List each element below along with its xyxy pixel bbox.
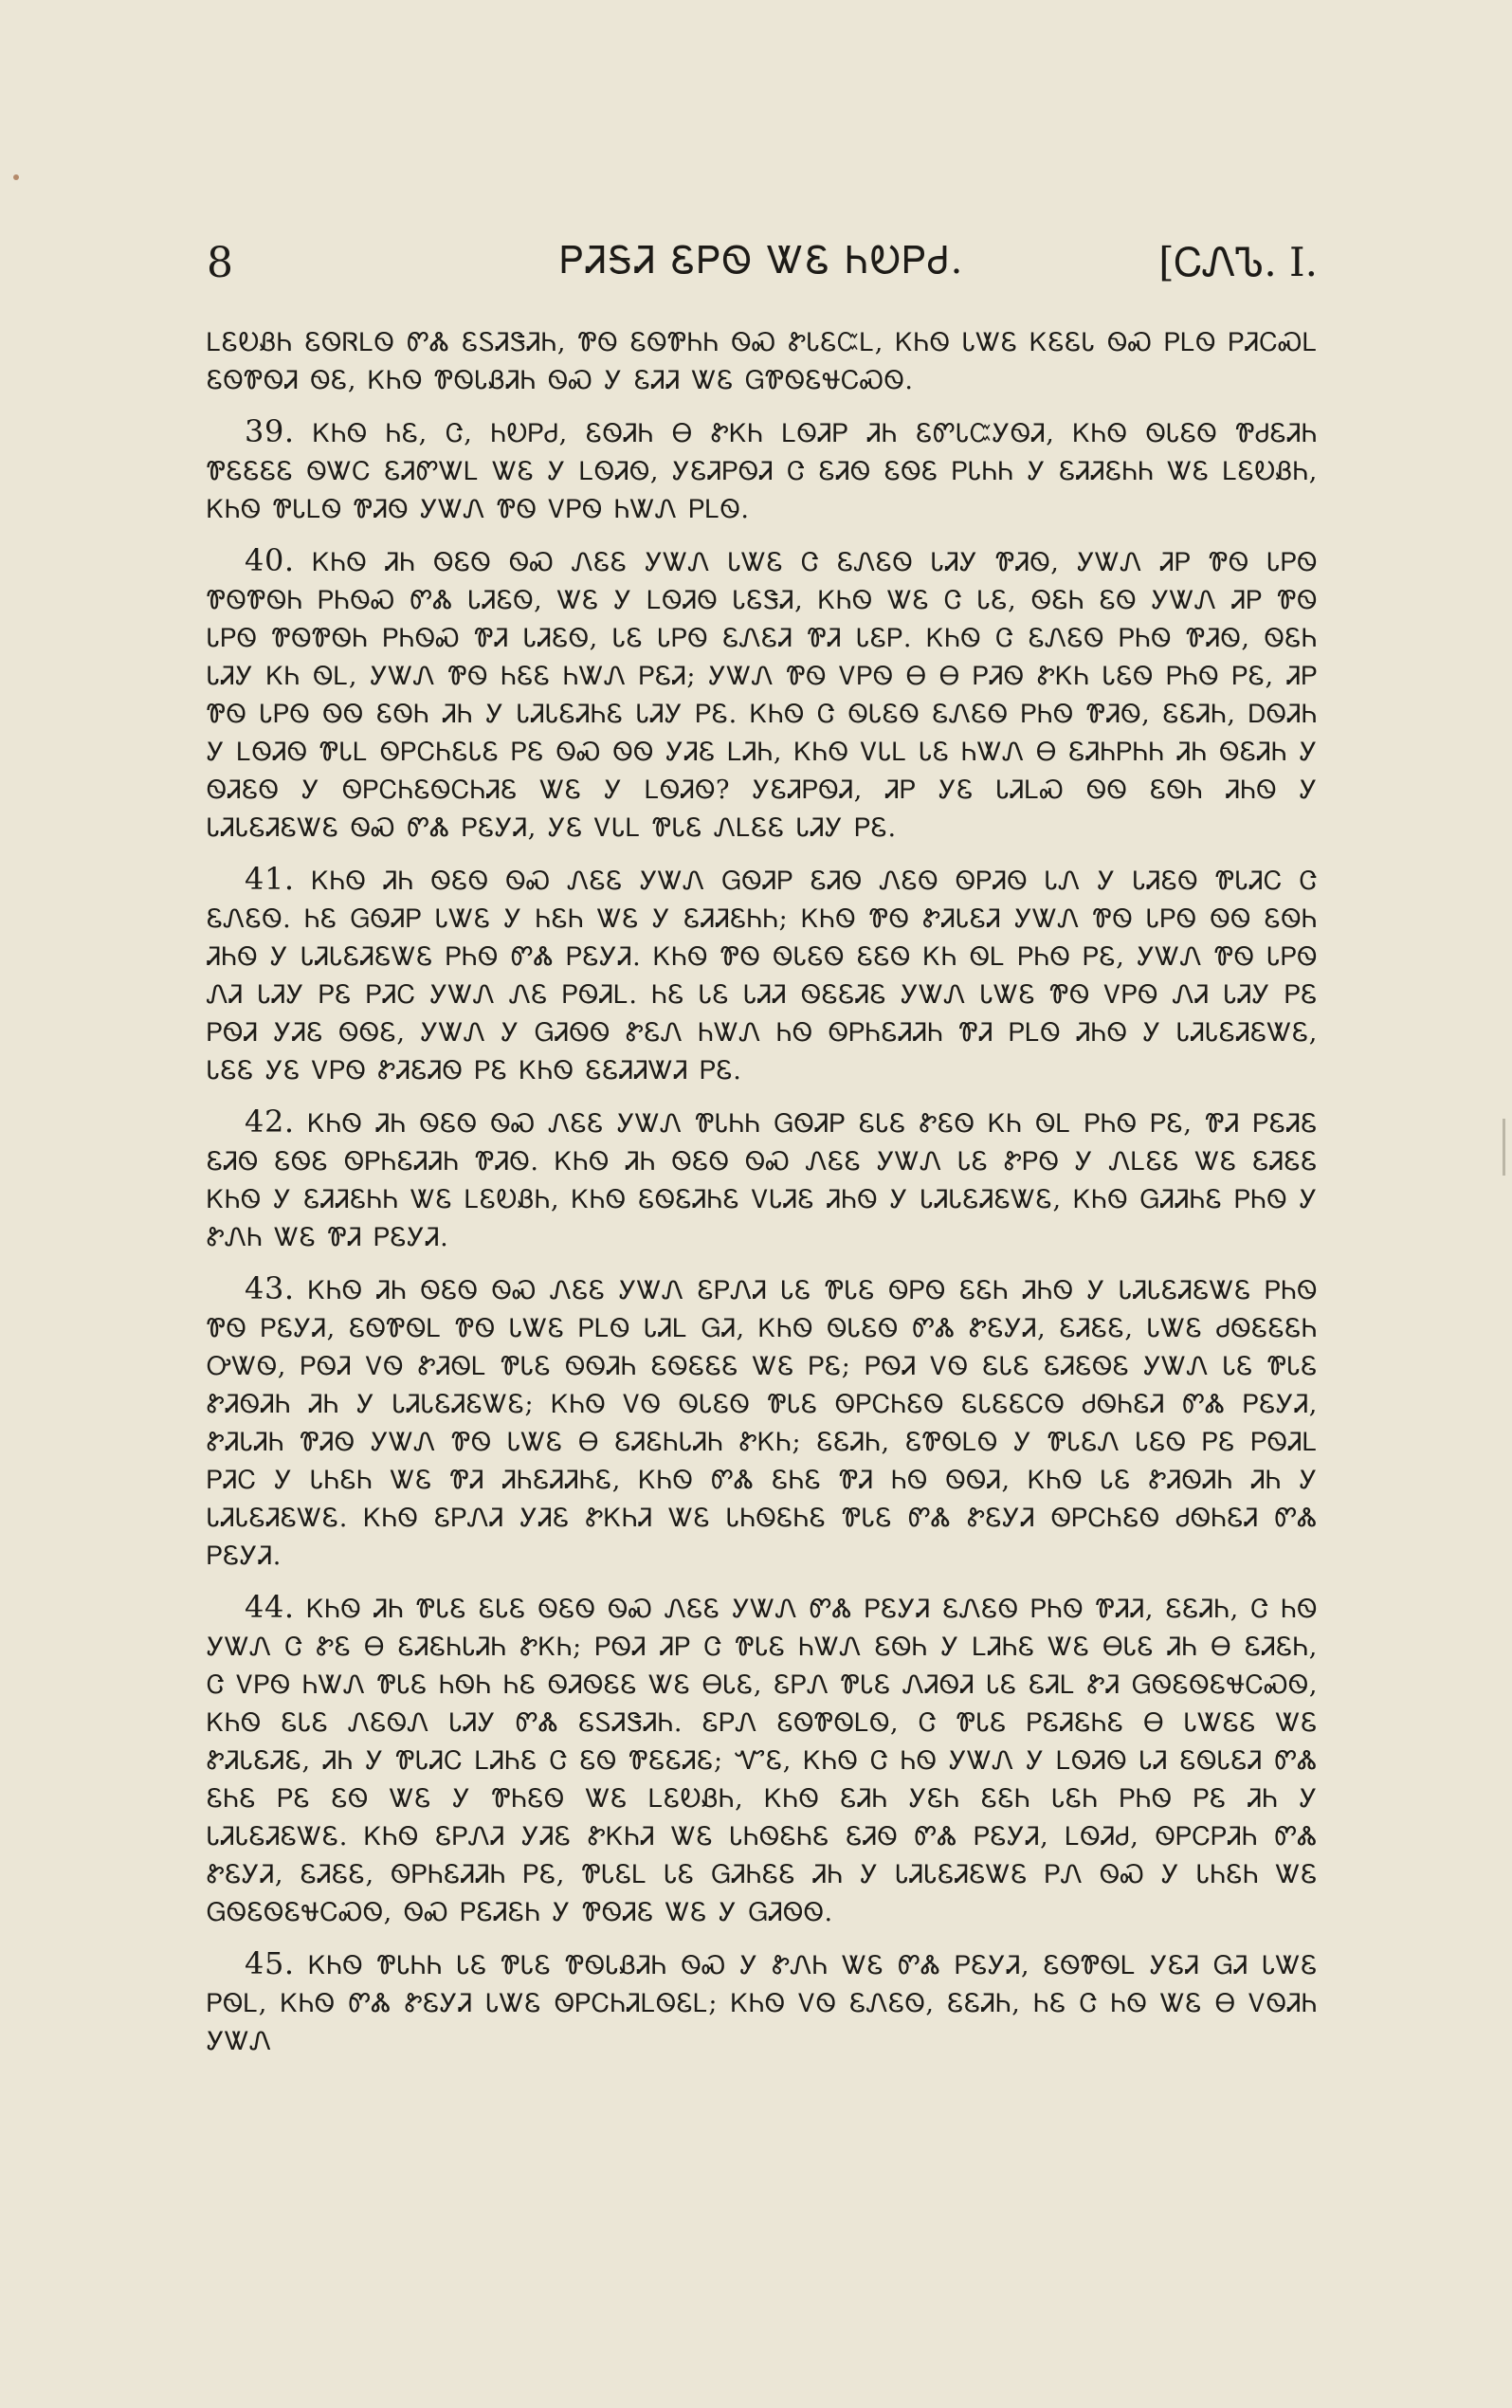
- paragraph-text: ᏦᏂᏫ ᏘᏂ ᏫᏋᏫ ᏫᏍ ᏁᏋᏋ ᎩᏔᏁ ᏋᏢᏁᏘ ᏓᏋ ᏈᏓᏋ ᏫᏢᏫ ᏋᏋᏂ ᏘᏂᏫ Ꭹ ᏓᏘᏓᏋᏘᏋᏔᏋ ᏢᏂᏫ ᏈᏫ ᏢᏋᎩᏘ, ᏋᏫᏈᏫᏞ ᏈᏫ ᏓᏔᏋ ᏢᏞᏫ ᏓᏘᏞ ᏀᏘ, ᏦᏂᏫ ᏫᏓᏋᏫ ᏛᏜ ᏑᏋᎩᏘ, ᏋᏘᏋᏋ, ᏓᏔᏋ ᏧᏫᏋᏋᏋᏂ ᎤᏔᏫ, ᏢᏫᏘ ᏙᏫ ᏑᏘᏫᏞ ᏈᏓᏋ ᏫᏫᏘᏂ ᏋᏫᏋᏋᏋ ᏔᏋ ᏢᏋ; ᏢᏫᏘ ᏙᏫ ᏋᏓᏋ ᏋᏘᏋᏫᏋ ᎩᏔᏁ ᏓᏋ ᏈᏓᏋ ᏑᏘᏫᏘᏂ ᏘᏂ Ꭹ ᏓᏘᏓᏋᏘᏋᏔᏋ; ᏦᏂᏫ ᏙᏫ ᏫᏓᏋᏫ ᏈᏓᏋ ᏫᏢᏟᏂᏋᏫ ᏋᏓᏋᏋᏟᏫ ᏧᏫᏂᏋᏘ ᏛᏜ ᏢᏋᎩᏘ, ᏑᏘᏓᏘᏂ ᏈᏘᏫ ᎩᏔᏁ ᏈᏫ ᏓᏔᏋ Ꮎ ᏋᏘᏋᏂᏓᏘᏂ ᏑᏦᏂ; ᏋᏋᏘᏂ, ᏋᏈᏫᏞᏫ Ꭹ ᏈᏓᏋᏁ ᏓᏋᏫ ᏢᏋ ᏢᏫᏘᏞ ᏢᏘᏟ Ꭹ ᏓᏂᏋᏂ ᏔᏋ ᏈᏘ ᏘᏂᏋᏘᏘᏂᏋ, ᏦᏂᏫ ᏛᏜ ᏋᏂᏋ ᏈᏘ ᏂᏫ ᏫᏫᏘ, ᏦᏂᏫ ᏓᏋ ᏑᏘᏫᏘᏂ ᏘᏂ Ꭹ ᏓᏘᏓᏋᏘᏋᏔᏋ. ᏦᏂᏫ ᏋᏢᏁᏘ ᎩᏘᏋ ᏑᏦᏂᏘ ᏔᏋ ᏓᏂᏫᏋᏂᏋ ᏈᏓᏋ ᏛᏜ ᏑᏋᎩᏘ ᏫᏢᏟᏂᏋᏫ ᏧᏫᏂᏋᏘ ᏛᏜ ᏢᏋᎩᏘ.: [207, 1276, 1318, 1571]
- paper-edge-mark: [1503, 1119, 1505, 1176]
- page-number: 8: [207, 239, 233, 287]
- body-text: [207, 324, 1318, 2073]
- verse-number: 39.: [245, 413, 295, 449]
- verse-number: 44.: [245, 1589, 295, 1625]
- page-header: [207, 239, 1318, 296]
- verse-number: 41.: [245, 861, 295, 897]
- verse-number: 45.: [245, 1945, 295, 1981]
- paragraph-text: ᏦᏂᏫ ᏂᏋ, Ꮳ, ᏂᎧᏢᏧ, ᏋᏫᏘᏂ Ꮎ ᏑᏦᏂ ᏞᏫᏘᏢ ᏘᏂ ᏋᏛᏓᏨᎩᏫᏘ, ᏦᏂᏫ ᏫᏓᏋᏫ ᏈᏧᏋᏘᏂ ᏈᏋᏋᏋᏋ ᏫᏔᏟ ᏋᏘᏛᏔᏞ ᏔᏋ Ꭹ ᏞᏫᏘᏫ, ᎩᏋᏘᏢᏫᏘ Ꮳ ᏋᏘᏫ ᏋᏫᏋ ᏢᏓᏂᏂ Ꭹ ᏋᏘᏘᏋᏂᏂ ᏔᏋ ᏞᏋᎧᏰᏂ, ᏦᏂᏫ ᏈᏓᏞᏫ ᏈᏘᏫ ᎩᏔᏁ ᏈᏫ ᏙᏢᏫ ᏂᏔᏁ ᏢᏞᏫ.: [207, 419, 1318, 524]
- running-title: ᏢᏘᎦᏘ ᏋᏢᏫ ᏔᏋ ᏂᎧᏢᏧ.: [559, 239, 965, 283]
- paragraph: [207, 860, 1318, 1090]
- paragraph-text: ᏞᏋᎧᏰᏂ ᏋᏫᏒᏞᏫ ᏛᏜ ᏋᏚᏘᏕᏘᏂ, ᏈᏫ ᏋᏫᏈᏂᏂ ᏫᏍ ᏑᏓᏋᏨᏞ, ᏦᏂᏫ ᏓᏔᏋ ᏦᏋᏋᏓ ᏫᏍ ᏢᏞᏫ ᏢᏘᏟᏍᏞ ᏋᏫᏈᏫᏘ ᏫᏋ, ᏦᏂᏫ ᏈᏫᏓᏰᏘᏂ ᏫᏍ Ꭹ ᏋᏘᏘ ᏔᏋ ᏀᏈᏫᏋᏠᏟᏍᏫ.: [207, 328, 1318, 395]
- paragraph: [207, 1588, 1318, 1932]
- paragraph: [207, 324, 1318, 400]
- paragraph-text: ᏦᏂᏫ ᏘᏂ ᏫᏋᏫ ᏫᏍ ᏁᏋᏋ ᎩᏔᏁ ᏀᏫᏘᏢ ᏋᏘᏫ ᏁᏋᏫ ᏫᏢᏘᏫ ᏓᏁ Ꭹ ᏓᏘᏋᏫ ᏈᏓᏘᏟ Ꮳ ᏋᏁᏋᏫ. ᏂᏋ ᏀᏫᏘᏢ ᏓᏔᏋ Ꭹ ᏂᏋᏂ ᏔᏋ Ꭹ ᏋᏘᏘᏋᏂᏂ; ᏦᏂᏫ ᏈᏫ ᏑᏘᏓᏋᏘ ᎩᏔᏁ ᏈᏫ ᏓᏢᏫ ᏫᏫ ᏋᏫᏂ ᏘᏂᏫ Ꭹ ᏓᏘᏓᏋᏘᏋᏔᏋ ᏢᏂᏫ ᏛᏜ ᏢᏋᎩᏘ. ᏦᏂᏫ ᏈᏫ ᏫᏓᏋᏫ ᏋᏋᏫ ᏦᏂ ᏫᏞ ᏢᏂᏫ ᏢᏋ, ᎩᏔᏁ ᏈᏫ ᏓᏢᏫ ᏁᏘ ᏓᏘᎩ ᏢᏋ ᏢᏘᏟ ᎩᏔᏁ ᏁᏋ ᏢᏫᏘᏞ. ᏂᏋ ᏓᏋ ᏓᏘᏘ ᏫᏋᏋᏘᏋ ᎩᏔᏁ ᏓᏔᏋ ᏈᏫ ᏙᏢᏫ ᏁᏘ ᏓᏘᎩ ᏢᏋ ᏢᏫᏘ ᎩᏘᏋ ᏫᏫᏋ, ᎩᏔᏁ Ꭹ ᏀᏘᏫᏫ ᏑᏋᏁ ᏂᏔᏁ ᏂᏫ ᏫᏢᏂᏋᏘᏘᏂ ᏈᏘ ᏢᏞᏫ ᏘᏂᏫ Ꭹ ᏓᏘᏓᏋᏘᏋᏔᏋ, ᏓᏋᏋ ᎩᏋ ᏙᏢᏫ ᏑᏘᏋᏘᏫ ᏢᏋ ᏦᏂᏫ ᏋᏋᏘᏘᏔᏘ ᏢᏋ.: [207, 867, 1318, 1085]
- paragraph: [207, 1103, 1318, 1257]
- verse-number: 42.: [245, 1104, 295, 1140]
- paragraph-text: ᏦᏂᏫ ᏘᏂ ᏫᏋᏫ ᏫᏍ ᏁᏋᏋ ᎩᏔᏁ ᏈᏓᏂᏂ ᏀᏫᏘᏢ ᏋᏓᏋ ᏑᏋᏫ ᏦᏂ ᏫᏞ ᏢᏂᏫ ᏢᏋ, ᏈᏘ ᏢᏋᏘᏋ ᏋᏘᏫ ᏋᏫᏋ ᏫᏢᏂᏋᏘᏘᏂ ᏈᏘᏫ. ᏦᏂᏫ ᏘᏂ ᏫᏋᏫ ᏫᏍ ᏁᏋᏋ ᎩᏔᏁ ᏓᏋ ᏑᏢᏫ Ꭹ ᏁᏞᏋᏋ ᏔᏋ ᏋᏘᏋᏋ ᏦᏂᏫ Ꭹ ᏋᏘᏘᏋᏂᏂ ᏔᏋ ᏞᏋᎧᏰᏂ, ᏦᏂᏫ ᏋᏫᏋᏘᏂᏋ ᏙᏓᏘᏋ ᏘᏂᏫ Ꭹ ᏓᏘᏓᏋᏘᏋᏔᏋ, ᏦᏂᏫ ᏀᏘᏘᏂᏋ ᏢᏂᏫ Ꭹ ᏑᏁᏂ ᏔᏋ ᏈᏘ ᏢᏋᎩᏘ.: [207, 1109, 1318, 1252]
- paragraph: [207, 1944, 1318, 2061]
- verse-number: 43.: [245, 1270, 295, 1306]
- paragraph: [207, 1269, 1318, 1576]
- paragraph: [207, 541, 1318, 848]
- verse-number: 40.: [245, 542, 295, 578]
- paragraph-text: ᏦᏂᏫ ᏘᏂ ᏫᏋᏫ ᏫᏍ ᏁᏋᏋ ᎩᏔᏁ ᏓᏔᏋ Ꮳ ᏋᏁᏋᏫ ᏓᏘᎩ ᏈᏘᏫ, ᎩᏔᏁ ᏘᏢ ᏈᏫ ᏓᏢᏫ ᏈᏫᏈᏫᏂ ᏢᏂᏫᏍ ᏛᏜ ᏓᏘᏋᏫ, ᏔᏋ Ꭹ ᏞᏫᏘᏫ ᏓᏋᏕᏘ, ᏦᏂᏫ ᏔᏋ Ꮳ ᏓᏋ, ᏫᏋᏂ ᏋᏫ ᎩᏔᏁ ᏘᏢ ᏈᏫ ᏓᏢᏫ ᏈᏫᏈᏫᏂ ᏢᏂᏫᏍ ᏈᏘ ᏓᏘᏋᏫ, ᏓᏋ ᏓᏢᏫ ᏋᏁᏋᏘ ᏈᏘ ᏓᏋᏢ. ᏦᏂᏫ Ꮳ ᏋᏁᏋᏫ ᏢᏂᏫ ᏈᏘᏫ, ᏫᏋᏂ ᏓᏘᎩ ᏦᏂ ᏫᏞ, ᎩᏔᏁ ᏈᏫ ᏂᏋᏋ ᏂᏔᏁ ᏢᏋᏘ; ᎩᏔᏁ ᏈᏫ ᏙᏢᏫ Ꮎ Ꮎ ᏢᏘᏫ ᏑᏦᏂ ᏓᏋᏫ ᏢᏂᏫ ᏢᏋ, ᏘᏢ ᏈᏫ ᏓᏢᏫ ᏫᏫ ᏋᏫᏂ ᏘᏂ Ꭹ ᏓᏘᏓᏋᏘᏂᏋ ᏓᏘᎩ ᏢᏋ. ᏦᏂᏫ Ꮳ ᏫᏓᏋᏫ ᏋᏁᏋᏫ ᏢᏂᏫ ᏈᏘᏫ, ᏋᏋᏘᏂ, ᎠᏫᏘᏂ Ꭹ ᏞᏫᏘᏫ ᏈᏓᏞ ᏫᏢᏟᏂᏋᏓᏋ ᏢᏋ ᏫᏍ ᏫᏫ ᎩᏘᏋ ᏞᏘᏂ, ᏦᏂᏫ ᏙᏓᏞ ᏓᏋ ᏂᏔᏁ Ꮎ ᏋᏘᏂᏢᏂᏂ ᏘᏂ ᏫᏋᏘᏂ Ꭹ ᏫᏘᏋᏫ Ꭹ ᏫᏢᏟᏂᏋᏫᏟᏂᏘᏋ ᏔᏋ Ꭹ ᏞᏫᏘᏫ? ᎩᏋᏘᏢᏫᏘ, ᏘᏢ ᎩᏋ ᏓᏘᏞᏍ ᏫᏫ ᏋᏫᏂ ᏘᏂᏫ Ꭹ ᏓᏘᏓᏋᏘᏋᏔᏋ ᏫᏍ ᏛᏜ ᏢᏋᎩᏘ, ᎩᏋ ᏙᏓᏞ ᏈᏓᏋ ᏁᏞᏋᏋ ᏓᏘᎩ ᏢᏋ.: [207, 548, 1318, 843]
- paragraph-text: ᏦᏂᏫ ᏘᏂ ᏈᏓᏋ ᏋᏓᏋ ᏫᏋᏫ ᏫᏍ ᏁᏋᏋ ᎩᏔᏁ ᏛᏜ ᏢᏋᎩᏘ ᏋᏁᏋᏫ ᏢᏂᏫ ᏈᏘᏘ, ᏋᏋᏘᏂ, Ꮳ ᏂᏫ ᎩᏔᏁ Ꮳ ᏑᏋ Ꮎ ᏋᏘᏋᏂᏓᏘᏂ ᏑᏦᏂ; ᏢᏫᏘ ᏘᏢ Ꮳ ᏈᏓᏋ ᏂᏔᏁ ᏋᏫᏂ Ꭹ ᏞᏘᏂᏋ ᏔᏋ ᎾᏓᏋ ᏘᏂ Ꮎ ᏋᏘᏋᏂ, Ꮳ ᏙᏢᏫ ᏂᏔᏁ ᏈᏓᏋ ᏂᏫᏂ ᏂᏋ ᏫᏘᏫᏋᏋ ᏔᏋ ᎾᏓᏋ, ᏋᏢᏁ ᏈᏓᏋ ᏁᏘᏫᏘ ᏓᏋ ᏋᏘᏞ ᏑᏘ ᏀᏫᏋᏫᏋᏠᏟᏍᏫ, ᏦᏂᏫ ᏋᏓᏋ ᏁᏋᏫᏁ ᏓᏘᎩ ᏛᏜ ᏋᏚᏘᏕᏘᏂ. ᏋᏢᏁ ᏋᏫᏈᏫᏞᏫ, Ꮳ ᏈᏓᏋ ᏢᏋᏘᏋᏂᏋ Ꮎ ᏓᏔᏋᏋ ᏔᏋ ᏑᏘᏓᏋᏘᏋ, ᏘᏂ Ꭹ ᏈᏓᏘᏟ ᏞᏘᏂᏋ Ꮳ ᏋᏫ ᏈᏋᏋᏘᏋ; ᏉᏋ, ᏦᏂᏫ Ꮳ ᏂᏫ ᎩᏔᏁ Ꭹ ᏞᏫᏘᏫ ᏓᏘ ᏋᏫᏓᏋᏘ ᏛᏜ ᏋᏂᏋ ᏢᏋ ᏋᏫ ᏔᏋ Ꭹ ᏈᏂᏋᏫ ᏔᏋ ᏞᏋᎧᏰᏂ, ᏦᏂᏫ ᏋᏘᏂ ᎩᏋᏂ ᏋᏋᏂ ᏓᏋᏂ ᏢᏂᏫ ᏢᏋ ᏘᏂ Ꭹ ᏓᏘᏓᏋᏘᏋᏔᏋ. ᏦᏂᏫ ᏋᏢᏁᏘ ᎩᏘᏋ ᏑᏦᏂᏘ ᏔᏋ ᏓᏂᏫᏋᏂᏋ ᏋᏘᏫ ᏛᏜ ᏢᏋᎩᏘ, ᏞᏫᏘᏧ, ᏫᏢᏟᏢᏘᏂ ᏛᏜ ᏑᏋᎩᏘ, ᏋᏘᏋᏋ, ᏫᏢᏂᏋᏘᏘᏂ ᏢᏋ, ᏈᏓᏋᏞ ᏓᏋ ᏀᏘᏂᏋᏋ ᏘᏂ Ꭹ ᏓᏘᏓᏋᏘᏋᏔᏋ ᏢᏁ ᏫᏍ Ꭹ ᏓᏂᏋᏂ ᏔᏋ ᏀᏫᏋᏫᏋᏠᏟᏍᏫ, ᏫᏍ ᏢᏋᏘᏋᏂ Ꭹ ᏈᏫᏘᏋ ᏔᏋ Ꭹ ᏀᏘᏫᏫ.: [207, 1595, 1318, 1927]
- paper-speck: [13, 174, 19, 180]
- paragraph-text: ᏦᏂᏫ ᏈᏓᏂᏂ ᏓᏋ ᏈᏓᏋ ᏈᏫᏓᏰᏘᏂ ᏫᏍ Ꭹ ᏑᏁᏂ ᏔᏋ ᏛᏜ ᏢᏋᎩᏘ, ᏋᏫᏈᏫᏞ ᎩᏋᏘ ᏀᏘ ᏓᏔᏋ ᏢᏫᏞ, ᏦᏂᏫ ᏛᏜ ᏑᏋᎩᏘ ᏓᏔᏋ ᏫᏢᏟᏂᏘᏞᏫᏋᏞ; ᏦᏂᏫ ᏙᏫ ᏋᏁᏋᏫ, ᏋᏋᏘᏂ, ᏂᏋ Ꮳ ᏂᏫ ᏔᏋ Ꮎ ᏙᏫᏘᏂ ᎩᏔᏁ: [207, 1951, 1319, 2056]
- paragraph: [207, 412, 1318, 529]
- chapter-label: [ᏟᏁᏖ. I.: [1158, 239, 1318, 285]
